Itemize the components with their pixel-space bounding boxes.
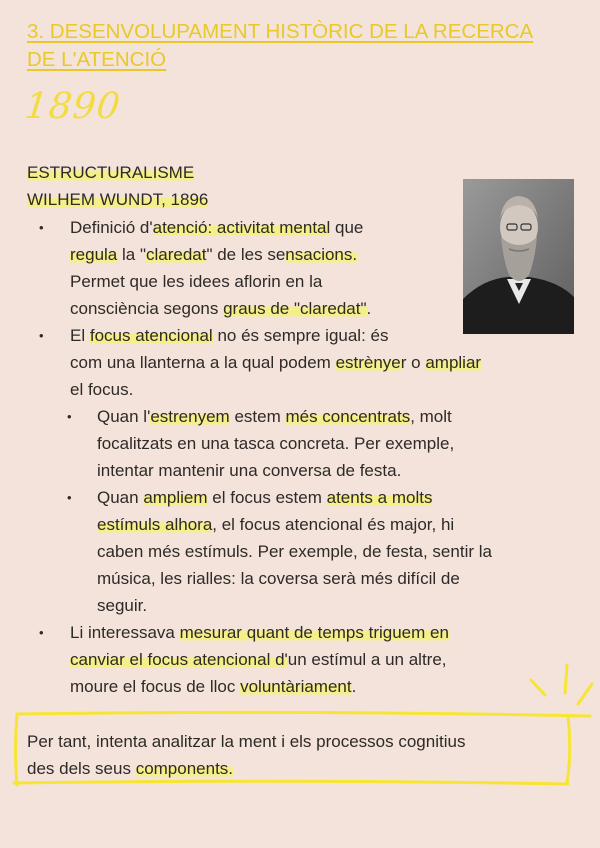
text-segment: , el focus atencional és major, hi: [212, 515, 455, 534]
text-segment: més concentrats: [285, 407, 411, 426]
text-segment: des dels seus: [27, 759, 136, 778]
text-segment: estímuls alhora: [97, 515, 213, 534]
text-segment: mesurar quant de temps triguem en: [179, 623, 449, 642]
text-segment: Permet que les idees aflorin en la: [70, 272, 323, 291]
text-segment: components.: [135, 759, 234, 778]
text-segment: nsacions.: [285, 245, 358, 264]
text-segment: .: [351, 677, 357, 696]
text-line: [70, 214, 567, 241]
text-segment: r o: [400, 353, 426, 372]
text-segment: " de les se: [206, 245, 286, 264]
text-segment: ampliem: [143, 488, 208, 507]
text-segment: un estímul a un altre,: [287, 650, 447, 669]
sub-list-item: [70, 403, 567, 484]
conclusion-text: [27, 728, 465, 782]
text-segment: no és sempre igual: és: [212, 326, 389, 345]
text-segment: regula: [70, 245, 118, 264]
text-segment: claredat: [145, 245, 207, 264]
author-name: WILHEM WUNDT, 1896: [27, 190, 209, 209]
text-segment: el focus estem: [207, 488, 327, 507]
text-segment: estrenyem: [150, 407, 230, 426]
text-line: [70, 322, 567, 349]
text-segment: canviar el focus atencional d': [70, 650, 288, 669]
text-line: [70, 619, 567, 646]
text-segment: moure el focus de lloc: [70, 677, 241, 696]
list-item: [27, 322, 567, 619]
text-segment: atents a molts: [326, 488, 433, 507]
section-heading: [27, 159, 208, 213]
text-line: [97, 484, 567, 511]
text-line: [70, 241, 567, 268]
text-line: [97, 511, 567, 538]
movement-name: ESTRUCTURALISME: [27, 163, 195, 182]
text-line: [97, 403, 567, 430]
text-segment: ampliar: [425, 353, 482, 372]
text-segment: graus de "claredat": [223, 299, 367, 318]
text-segment: Definició d': [70, 218, 153, 237]
text-segment: focus atencional: [89, 326, 213, 345]
text-segment: la ": [117, 245, 146, 264]
year-label: 1890: [22, 86, 123, 127]
text-line: [70, 295, 567, 322]
text-segment: intentar mantenir una conversa de festa.: [97, 461, 402, 480]
text-segment: seguir.: [97, 596, 148, 615]
text-segment: Per tant, intenta analitzar la ment i els processos cognitius: [27, 732, 466, 751]
text-segment: caben més estímuls. Per exemple, de festa, sentir la: [97, 542, 492, 561]
sub-list-item: [70, 484, 567, 619]
text-segment: , molt: [410, 407, 452, 426]
text-segment: Quan l': [97, 407, 151, 426]
text-line: [70, 349, 567, 376]
title-line-2: DE L'ATENCIÓ: [27, 48, 167, 71]
list-item: [27, 619, 567, 700]
text-segment: Li interessava: [70, 623, 180, 642]
page-title: [27, 18, 587, 74]
text-segment: estrènye: [335, 353, 401, 372]
text-line: [27, 755, 465, 782]
text-segment: voluntàriament: [240, 677, 352, 696]
sparkle-stroke: [578, 684, 592, 704]
text-segment: .: [366, 299, 372, 318]
text-segment: estem: [229, 407, 286, 426]
text-segment: Quan: [97, 488, 144, 507]
text-line: [70, 646, 567, 673]
text-segment: consciència segons: [70, 299, 224, 318]
text-segment: el focus.: [70, 380, 134, 399]
text-segment: que: [330, 218, 364, 237]
text-line: [70, 673, 567, 700]
bullet-list: [27, 214, 567, 700]
text-segment: com una llanterna a la qual podem: [70, 353, 336, 372]
list-item: [27, 214, 567, 322]
text-segment: focalitzats en una tasca concreta. Per exemple,: [97, 434, 455, 453]
text-segment: El: [70, 326, 90, 345]
text-segment: atenció: activitat mental: [152, 218, 331, 237]
text-segment: música, les rialles: la coversa serà més difícil de: [97, 569, 460, 588]
title-line-1: 3. DESENVOLUPAMENT HISTÒRIC DE LA RECERCA: [27, 20, 534, 43]
sub-list: [70, 403, 567, 619]
